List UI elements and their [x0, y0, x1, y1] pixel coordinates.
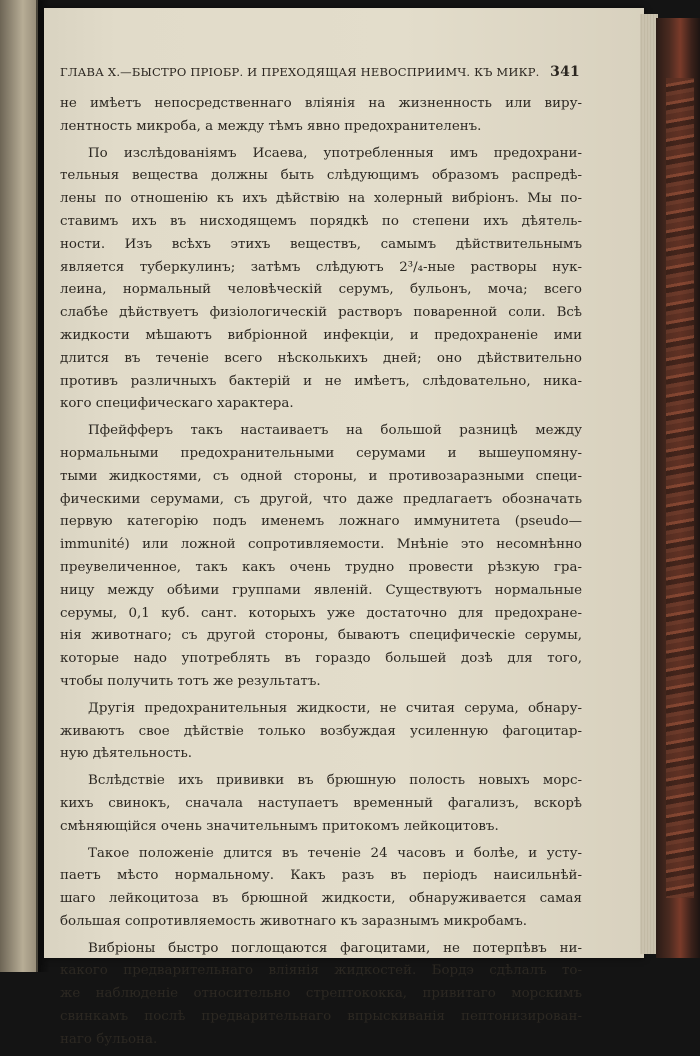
body-text	[60, 93, 582, 1056]
paragraph	[60, 93, 582, 139]
running-title: ГЛАВА X.—БЫСТРО ПРІОБР. И ПРЕХОДЯЩАЯ НЕВОСПРИИМЧ. КЪ МИКР.	[60, 65, 540, 79]
paragraph	[60, 143, 582, 417]
text-line: кого специфическаго характера.	[60, 396, 294, 412]
text-line: Вибріоны быстро поглощаются фагоцитами, не потерпѣвъ ни-	[88, 940, 582, 956]
left-page-edge	[0, 0, 38, 972]
paragraph	[60, 938, 582, 1052]
text-line: не имѣетъ непосредственнаго вліянія на жизненность или виру-	[60, 96, 582, 111]
text-line: первую категорію подъ именемъ ложнаго иммунитета (pseudo—	[60, 514, 582, 530]
text-line: большая сопротивляемость животнаго къ заразнымъ микробамъ.	[60, 913, 527, 929]
text-line: тыми жидкостями, съ одной стороны, и противозаразными специ-	[60, 468, 582, 484]
text-line: чтобы получить тотъ же результатъ.	[60, 673, 321, 689]
text-line: Такое положеніе длится въ теченіе 24 часовъ и болѣе, и усту-	[88, 845, 582, 861]
text-line: нормальными предохранительными серумами и вышеупомяну-	[60, 445, 582, 461]
text-line: тельныя вещества должны быть слѣдующимъ образомъ распредѣ-	[60, 168, 582, 184]
text-line: живаютъ свое дѣйствіе только возбуждая усиленную фагоцитар-	[60, 723, 582, 739]
marbled-cover-edge	[666, 78, 694, 898]
text-line: По изслѣдованіямъ Исаева, употребленныя имъ предохрани-	[88, 145, 582, 161]
text-line: Пфейфферъ такъ настаиваетъ на большой разницѣ между	[88, 423, 582, 439]
paragraph	[60, 420, 582, 694]
text-line: серумы, 0,1 куб. сант. которыхъ уже достаточно для предохране-	[60, 605, 582, 621]
paragraph	[60, 698, 582, 766]
text-line: смѣняющійся очень значительнымъ притокомъ лейкоцитовъ.	[60, 818, 499, 834]
text-line: слабѣе дѣйствуетъ физіологическій растворъ поваренной соли. Всѣ	[60, 305, 582, 321]
text-line: лены по отношенію къ ихъ дѣйствію на холерный вибріонъ. Мы по-	[60, 191, 582, 207]
text-line: нія животнаго; съ другой стороны, бываютъ специфическіе серумы,	[60, 628, 582, 644]
text-line: ную дѣятельность.	[60, 746, 193, 762]
text-line: длится въ теченіе всего нѣсколькихъ дней; оно дѣйствительно	[60, 350, 582, 366]
book-cover	[656, 18, 700, 958]
paragraph	[60, 843, 582, 934]
text-line: ности. Изъ всѣхъ этихъ веществъ, самымъ дѣйствительнымъ	[60, 236, 582, 252]
text-line: фическими серумами, съ другой, что даже предлагаетъ обозначать	[60, 491, 582, 507]
text-line: жидкости мѣшаютъ вибріонной инфекціи, и предохраненіе ими	[60, 327, 582, 343]
text-line: шаго лейкоцитоза въ брюшной жидкости, обнаруживается самая	[60, 891, 582, 907]
text-line: паетъ мѣсто нормальному. Какъ разъ въ періодъ наисильнѣй-	[60, 868, 582, 884]
text-line: какого предварительнаго вліянія жидкостей. Бордэ сдѣлалъ то-	[60, 963, 582, 979]
text-line: кихъ свинокъ, сначала наступаетъ временный фагализъ, вскорѣ	[60, 795, 582, 811]
text-line: immunité) или ложной сопротивляемости. Мнѣніе это несомнѣнно	[60, 537, 582, 553]
text-line: Вслѣдствіе ихъ прививки въ брюшную полость новыхъ морс-	[88, 773, 582, 789]
text-line: которые надо употреблять въ гораздо большей дозѣ для того,	[60, 651, 582, 667]
text-line: ницу между обѣими группами явленій. Существуютъ нормальные	[60, 582, 582, 598]
paragraph	[60, 770, 582, 838]
text-line: противъ различныхъ бактерій и не имѣетъ, слѣдовательно, ника-	[60, 373, 582, 389]
text-line: преувеличенное, такъ какъ очень трудно провести рѣзкую гра-	[60, 559, 582, 575]
text-line: наго бульона.	[60, 1031, 158, 1047]
text-line: ставимъ ихъ въ нисходящемъ порядкѣ по степени ихъ дѣятель-	[60, 213, 582, 229]
text-line: Другія предохранительныя жидкости, не считая серума, обнару-	[88, 700, 582, 716]
text-line: леина, нормальный человѣческій серумъ, бульонъ, моча; всего	[60, 282, 582, 298]
text-line: является туберкулинъ; затѣмъ слѣдуютъ 2³/₄-ные растворы нук-	[60, 259, 582, 275]
text-line: же наблюденіе относительно стрептококка, привитаго морскимъ	[60, 986, 582, 1002]
page-number: 341	[550, 64, 580, 80]
text-line: свинкамъ послѣ предварительнаго впрыскиванія пептонизирован-	[60, 1009, 582, 1025]
page-header	[60, 64, 580, 80]
text-line: лентность микроба, а между тѣмъ явно предохранителенъ.	[60, 118, 482, 134]
